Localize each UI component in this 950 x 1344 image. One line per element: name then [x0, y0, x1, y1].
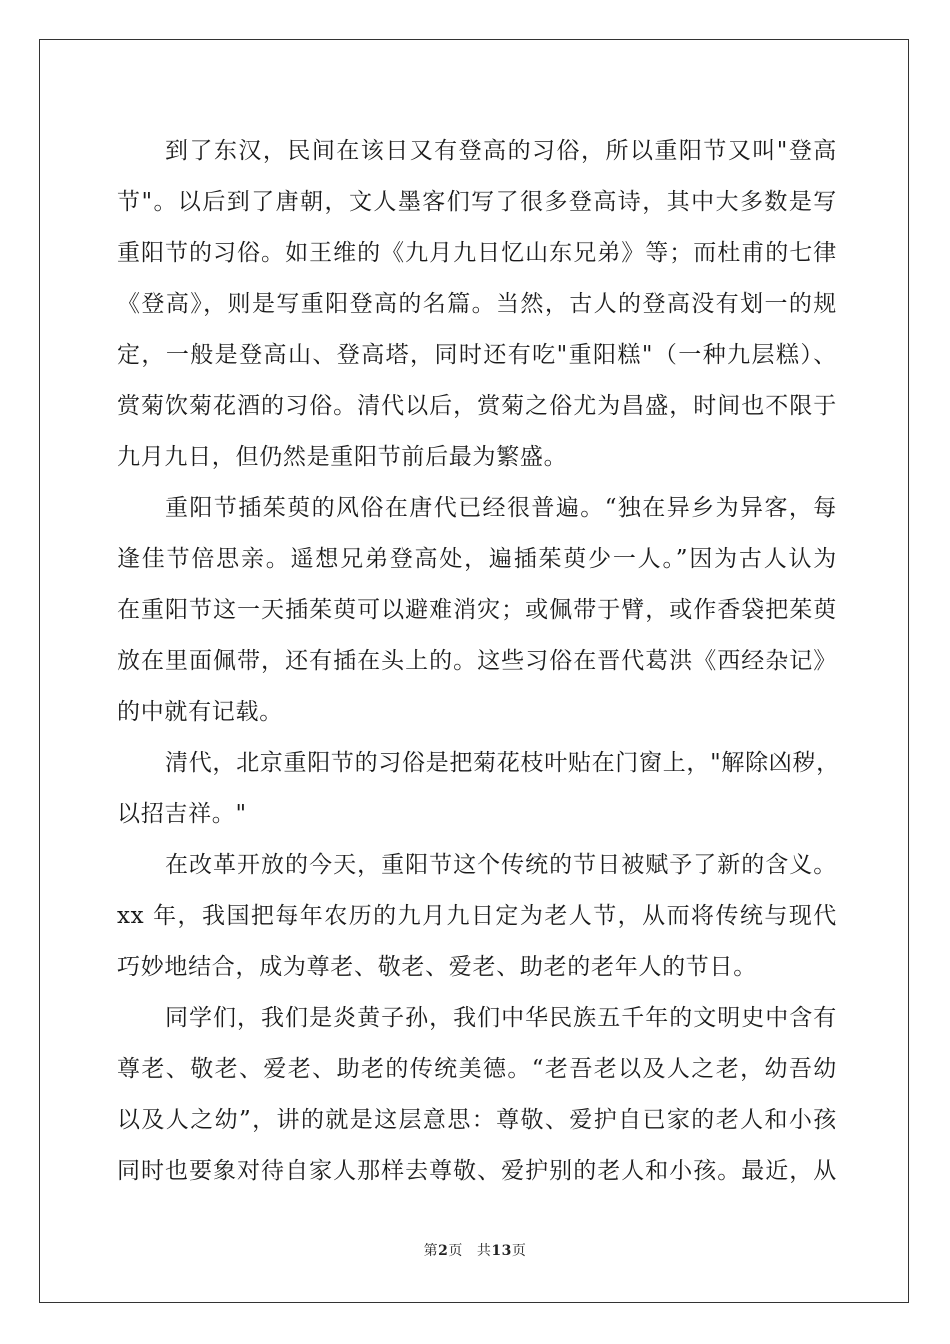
total-suffix: 页: [511, 1243, 527, 1259]
text-line: 同学们，我们是炎黄子孙，我们中华民族五千年的文明史中含有: [165, 1005, 837, 1031]
text-line: 九月九日，但仍然是重阳节前后最为繁盛。: [117, 444, 568, 470]
text-line: 以招吉祥。": [117, 801, 247, 827]
text-line: 节"。以后到了唐朝，文人墨客们写了很多登高诗，其中大多数是写: [117, 189, 837, 215]
page-footer: [0, 1240, 950, 1260]
text-line: 在改革开放的今天，重阳节这个传统的节日被赋予了新的含义。: [165, 852, 837, 878]
text-line: 同时也要象对待自家人那样去尊敬、爱护别的老人和小孩。最近，从: [117, 1158, 837, 1184]
text-line: 《登高》，则是写重阳登高的名篇。当然，古人的登高没有划一的规: [117, 291, 837, 317]
text-line: 在重阳节这一天插茱萸可以避难消灾；或佩带于臂，或作香袋把茱萸: [117, 597, 837, 623]
text-line: 逢佳节倍思亲。遥想兄弟登高处，遍插茱萸少一人。”因为古人认为: [117, 546, 837, 572]
text-line: 重阳节的习俗。如王维的《九月九日忆山东兄弟》等；而杜甫的七律: [117, 240, 837, 266]
text-line: 清代，北京重阳节的习俗是把菊花枝叶贴在门窗上，"解除凶秽，: [165, 750, 840, 776]
text-line: 重阳节插茱萸的风俗在唐代已经很普遍。“独在异乡为异客，每: [165, 495, 837, 521]
document-body: [117, 126, 840, 1197]
text-line: 定，一般是登高山、登高塔，同时还有吃"重阳糕"（一种九层糕）、: [117, 342, 837, 368]
text-line: xx 年，我国把每年农历的九月九日定为老人节，从而将传统与现代: [117, 903, 837, 929]
text-line: 到了东汉，民间在该日又有登高的习俗，所以重阳节又叫"登高: [165, 138, 837, 164]
page-suffix: 页: [448, 1243, 463, 1259]
text-line: 巧妙地结合，成为尊老、敬老、爱老、助老的老年人的节日。: [117, 954, 757, 980]
total-page-count: 13: [491, 1243, 512, 1259]
text-line: 放在里面佩带，还有插在头上的。这些习俗在晋代葛洪《西经杂记》: [117, 648, 837, 674]
text-line: 以及人之幼”，讲的就是这层意思：尊敬、爱护自已家的老人和小孩: [117, 1107, 837, 1133]
current-page-number: 2: [438, 1243, 449, 1259]
text-line: 尊老、敬老、爱老、助老的传统美德。“老吾老以及人之老，幼吾幼: [117, 1056, 837, 1082]
total-prefix: 共: [476, 1243, 492, 1259]
text-line: 赏菊饮菊花酒的习俗。清代以后，赏菊之俗尤为昌盛，时间也不限于: [117, 393, 837, 419]
text-line: 的中就有记载。: [117, 699, 283, 725]
page-prefix: 第: [423, 1243, 439, 1259]
